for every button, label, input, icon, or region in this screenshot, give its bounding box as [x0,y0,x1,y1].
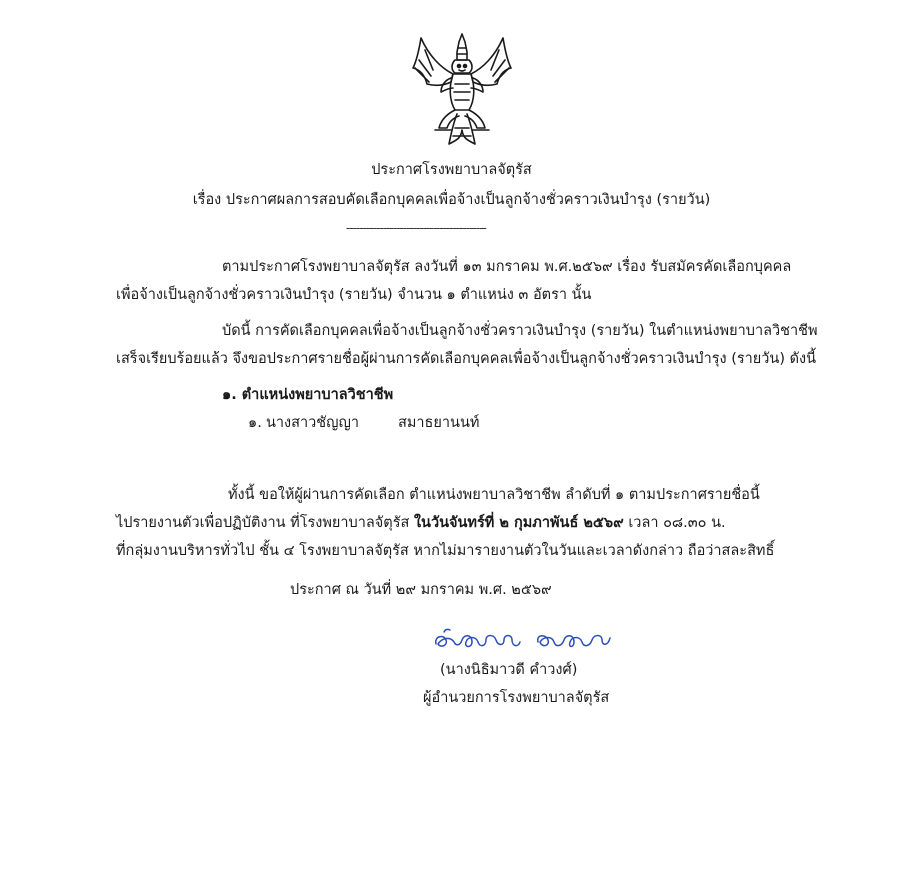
paragraph-2-line-1: บัดนี้ การคัดเลือกบุคคลเพื่อจ้างเป็นลูกจ้างชั่วคราวเงินบำรุง (รายวัน) ในตำแหน่งพยาบาลวิชาชีพ [222,323,818,339]
report-location: ไปรายงานตัวเพื่อปฏิบัติงาน ที่โรงพยาบาลจัตุรัส [116,515,414,531]
signatory-name: (นางนิธิมาวดี คำวงศ์) [440,662,578,678]
announcement-date: ประกาศ ณ วันที่ ๒๙ มกราคม พ.ศ. ๒๕๖๙ [290,582,552,598]
paragraph-1-line-2: เพื่อจ้างเป็นลูกจ้างชั่วคราวเงินบำรุง (รายวัน) จำนวน ๑ ตำแหน่ง ๓ อัตรา นั้น [116,287,592,303]
garuda-emblem-icon [405,30,520,150]
paragraph-2-line-2: เสร็จเรียบร้อยแล้ว จึงขอประกาศรายชื่อผู้ผ่านการคัดเลือกบุคคลเพื่อจ้างเป็นลูกจ้างชั่วคราวเงินบำรุง (รายวัน) ดังนี้ [116,351,817,367]
candidate-last-name: สมาธยานนท์ [398,415,480,431]
paragraph-3-line-3: ที่กลุ่มงานบริหารทั่วไป ชั้น ๔ โรงพยาบาลจัตุรัส หากไม่มารายงานตัวในวันและเวลาดังกล่าว ถือว่าสละสิทธิ์ [116,543,775,559]
handwritten-signature [430,622,620,656]
position-heading: ๑. ตำแหน่งพยาบาลวิชาชีพ [222,387,394,403]
document-subject: เรื่อง ประกาศผลการสอบคัดเลือกบุคคลเพื่อจ้างเป็นลูกจ้างชั่วคราวเงินบำรุง (รายวัน) [192,192,711,208]
paragraph-1-line-1: ตามประกาศโรงพยาบาลจัตุรัส ลงวันที่ ๑๓ มกราคม พ.ศ.๒๕๖๙ เรื่อง รับสมัครคัดเลือกบุคคล [222,259,792,275]
report-time: เวลา ๐๘.๓๐ น. [623,515,726,531]
candidate-first-name: นางสาวชัญญา [266,415,359,431]
signatory-title: ผู้อำนวยการโรงพยาบาลจัตุรัส [423,690,610,706]
candidate-number: ๑. [248,415,262,431]
paragraph-3-line-2 [116,513,726,533]
document-title: ประกาศโรงพยาบาลจัตุรัส [371,162,532,178]
paragraph-3-line-1: ทั้งนี้ ขอให้ผู้ผ่านการคัดเลือก ตำแหน่งพยาบาลวิชาชีพ ลำดับที่ ๑ ตามประกาศรายชื่อนี้ [228,487,760,503]
report-date: ในวันจันทร์ที่ ๒ กุมภาพันธ์ ๒๕๖๙ [413,515,624,531]
divider: ------------------------------------------ [346,222,486,234]
